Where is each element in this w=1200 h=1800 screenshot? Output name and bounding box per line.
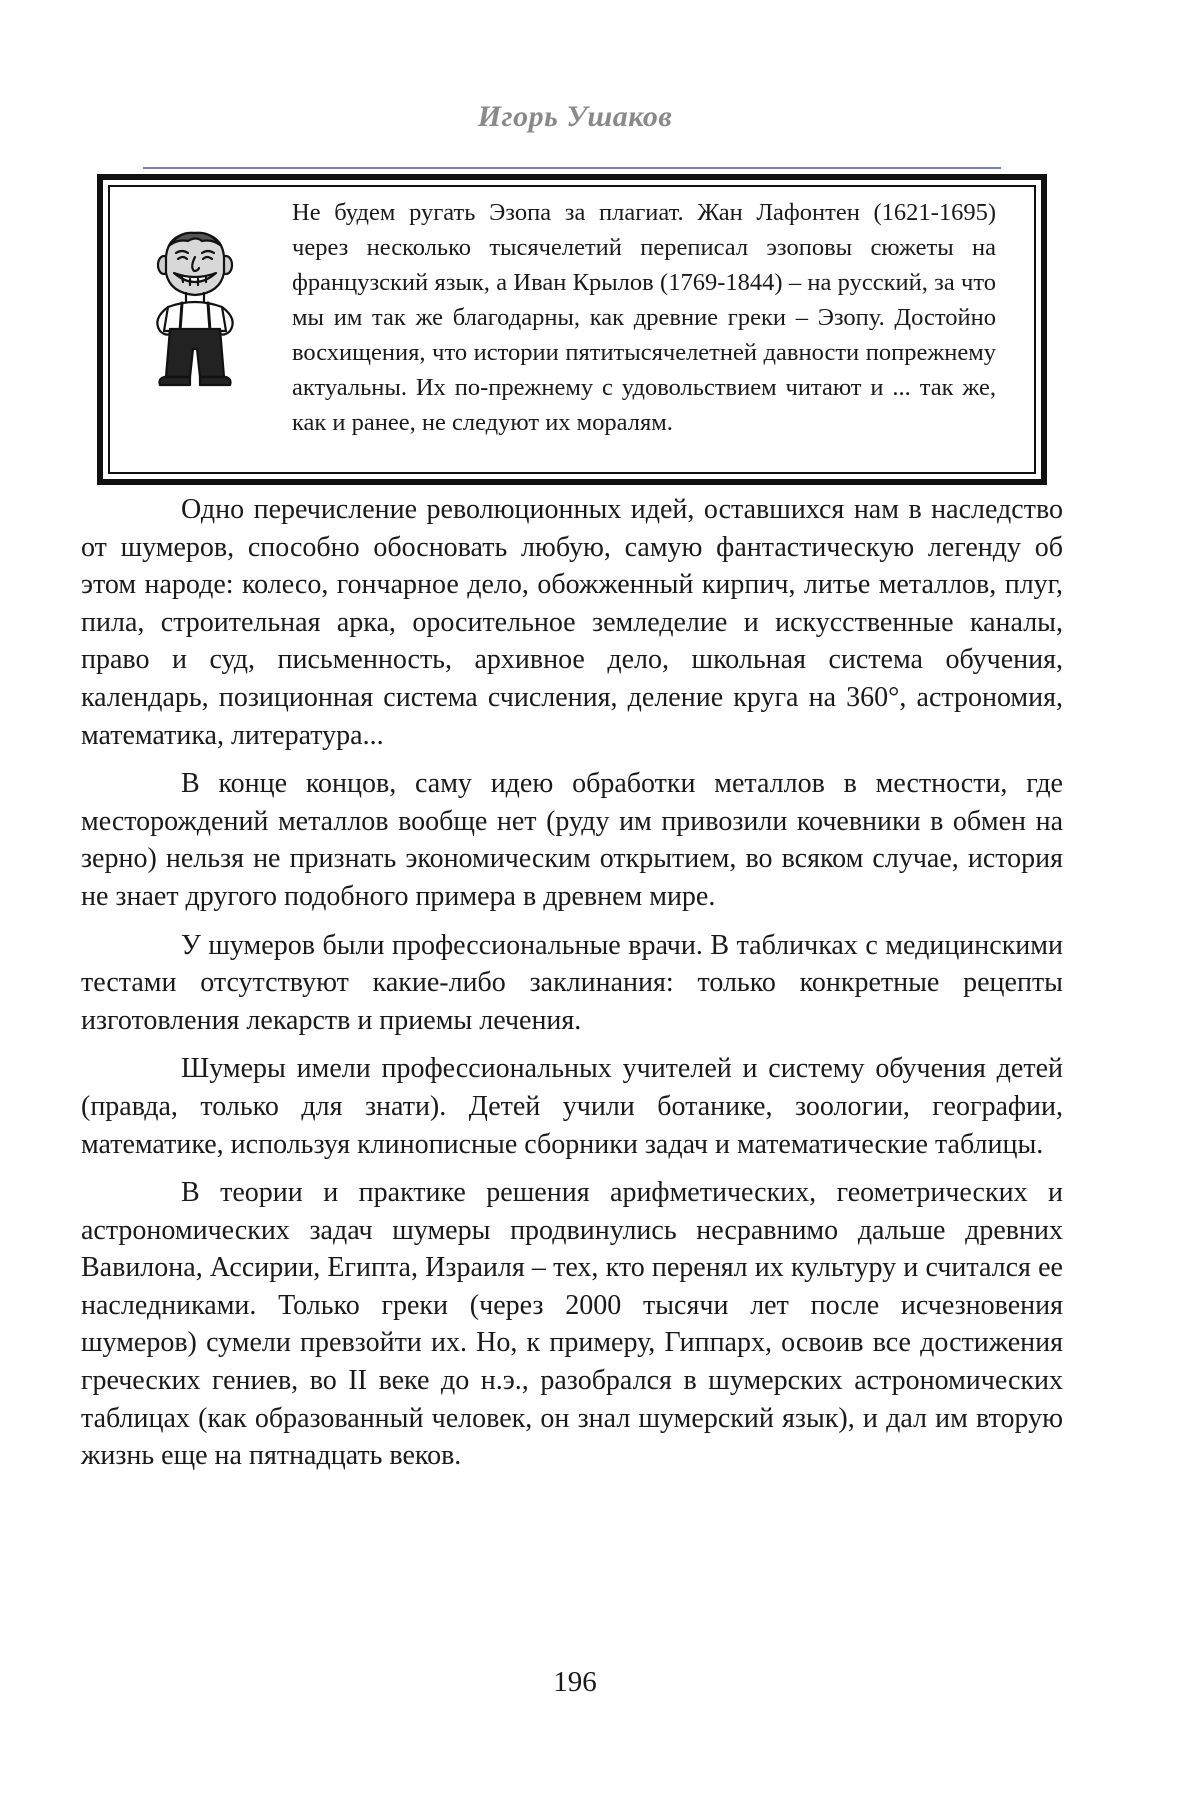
sidebar-note-inner-frame	[108, 185, 1036, 474]
main-body-text	[81, 491, 1063, 1486]
header-divider	[143, 167, 1001, 169]
paragraph-mathematics: В теории и практике решения арифметических, геометрических и астрономических задач шумеры продвинулись несравнимо дальше древних Вавилона, Ассирии, Египта, Израиля – тех, кто перенял их культуру и считался ее наследниками. Только греки (через 2000 тысячи лет после исчезновения шумеров) сумели превзойти их. Но, к примеру, Гиппарх, освоив все достижения греческих гениев, во II веке до н.э., разобрался в шумерских астрономических таблицах (как образованный человек, он знал шумерский язык), и дал им вторую жизнь еще на пятнадцать веков.	[81, 1177, 1063, 1472]
running-header-author: Игорь Ушаков	[477, 100, 673, 133]
paragraph-metallurgy: В конце концов, саму идею обработки металлов в местности, где месторождений металлов вообще нет (руду им привозили кочевники в обмен на зерно) нельзя не признать экономическим открытием, во всяком случае, история не знает другого подобного примера в древнем мире.	[81, 768, 1063, 912]
paragraph-innovations: Одно перечисление революционных идей, оставшихся нам в наследство от шумеров, способно обосновать любую, самую фантастическую легенду об этом народе: колесо, гончарное дело, обожженный кирпич, литье металлов, плуг, пила, строительная арка, оросительное земледелие и искусственные каналы, право и суд, письменность, архивное дело, школьная система обучения, календарь, позиционная система счисления, деление круга на 360°, астрономия, математика, литература...	[81, 494, 1063, 751]
page-number: 196	[553, 1666, 597, 1698]
sidebar-note-box	[97, 174, 1047, 485]
cartoon-man-icon	[140, 227, 250, 397]
paragraph-teachers: Шумеры имели профессиональных учителей и систему обучения детей (правда, только для знати). Детей учили ботанике, зоологии, географии, математике, используя клинописные сборники задач и математические таблицы.	[81, 1053, 1063, 1160]
paragraph-doctors: У шумеров были профессиональные врачи. В табличках с медицинскими тестами отсутствуют какие-либо заклинания: только конкретные рецепты изготовления лекарств и приемы лечения.	[81, 929, 1063, 1036]
sidebar-note-text: Не будем ругать Эзопа за плагиат. Жан Лафонтен (1621-1695) через несколько тысячелетий переписал эзоповы сюжеты на французский язык, а Иван Крылов (1769-1844) – на русский, за что мы им так же благодарны, как древние греки – Эзопу. Достойно восхищения, что истории пятитысячелетней давности попрежнему актуальны. Их по-прежнему с удовольствием читают и ... так же, как и ранее, не следуют их моралям.	[292, 199, 996, 436]
